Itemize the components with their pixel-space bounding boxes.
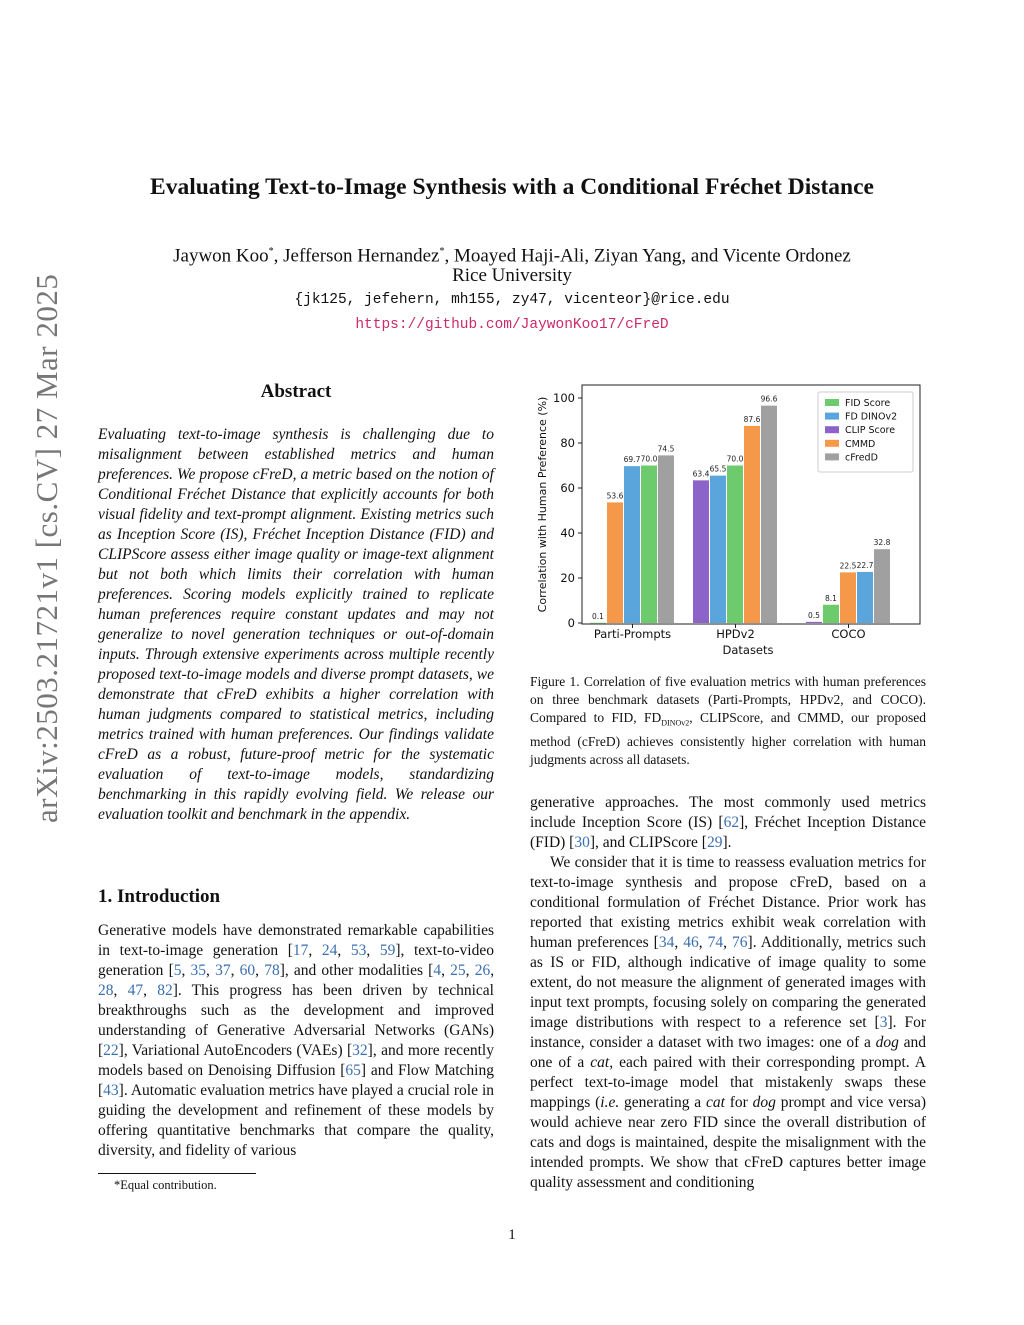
paragraph: We consider that it is time to reassess evaluation metrics for text-to-image synthesis and propose cFreD, based on a conditional formulation of Fréchet Distance. Prior work has reported that existing metrics exhibit weak correlation with human preferences [34, 46, 74, 76]. Additionally, metrics such as IS or FID, although indicative of image quality to some extent, do not measure the alignment of generated images with input text prompts, focusing solely on comparing the generated image distributions with respect to a reference set [3]. For instance, consider a dataset with two images: one of a dog and one of a cat, each paired with their corresponding prompt. A perfect text-to-image model that mistakenly swaps these mappings (i.e. generating a cat for dog prompt and vice versa) would achieve near zero FID since the overall distribution of cats and dogs is maintained, despite the misalignment with the intended prompts. We show that cFreD captures better image quality assessment and conditioning: [530, 854, 927, 1191]
citation-link[interactable]: 24: [321, 942, 338, 959]
legend-label: FID Score: [845, 398, 891, 409]
bar-value-label: 53.6: [606, 491, 624, 501]
bar-value-label: 69.7: [623, 455, 641, 465]
citation-link[interactable]: 32: [352, 1042, 368, 1059]
bar-cmmd: [840, 572, 856, 623]
bar-value-label: 8.1: [825, 593, 837, 603]
correlation-bar-chart: [530, 380, 930, 660]
other-authors: Moayed Haji-Ali, Ziyan Yang, and Vicente Ordonez: [453, 245, 851, 267]
bar-fd-dinov2: [710, 476, 726, 623]
legend-swatch: [825, 399, 839, 406]
page-number: 1: [508, 1227, 516, 1243]
citation-link[interactable]: 74: [707, 934, 724, 951]
citation-link[interactable]: 22: [103, 1042, 119, 1059]
legend-swatch: [825, 453, 839, 460]
code-url-link[interactable]: https://github.com/JaywonKoo17/cFreD: [355, 317, 669, 333]
equal-contrib-mark: *: [268, 246, 274, 257]
introduction-heading: 1. Introduction: [98, 886, 221, 907]
x-tick-label: Parti-Prompts: [593, 627, 672, 641]
citation-link[interactable]: 60: [239, 962, 256, 979]
bar-cfredd: [658, 455, 674, 623]
citation-link[interactable]: 82: [157, 982, 173, 999]
legend-label: CMMD: [845, 438, 876, 450]
x-tick-label: COCO: [831, 627, 866, 641]
citation-link[interactable]: 37: [215, 962, 231, 979]
citation-link[interactable]: 35: [190, 962, 207, 979]
introduction-paragraph: Generative models have demonstrated remarkable capabilities in text-to-image generation [17, 24, 53, 59], text-to-video generation [5, 35, 37, 60, 78], and other modalities [4, 25, 26, 28, 47, 82]. This progress has been driven by technical breakthroughs such as the development and improved understanding of Generative Adversarial Networks (GANs) [22], Variational AutoEncoders (VAEs) [32], and more recently models based on Denoising Diffusion [65] and Flow Matching [43]. Automatic evaluation metrics have played a crucial role in guiding the development and refinement of these models by offering quantitative benchmarks that compare the quality, diversity, and fidelity of various: [98, 922, 495, 1159]
bar-fid-score: [823, 605, 839, 623]
bar-fd-dinov2: [624, 466, 640, 623]
bar-clip-score: [693, 480, 709, 623]
y-axis-label: Correlation with Human Preference (%): [536, 396, 549, 613]
bar-value-label: 0.5: [808, 610, 820, 620]
author-2: Jefferson Hernandez: [283, 245, 440, 267]
citation-link[interactable]: 34: [658, 934, 675, 951]
citation-link[interactable]: 26: [474, 962, 491, 979]
citation-link[interactable]: 47: [127, 982, 144, 999]
citation-link[interactable]: 3: [879, 1014, 888, 1031]
paper-title: Evaluating Text-to-Image Synthesis with a Conditional Fréchet Distance: [150, 174, 874, 200]
legend-swatch: [825, 440, 839, 447]
right-column-text: [530, 793, 926, 1193]
citation-link[interactable]: 65: [345, 1062, 361, 1079]
citation-link[interactable]: 59: [379, 942, 396, 959]
bar-cmmd: [607, 502, 623, 623]
citation-link[interactable]: 30: [574, 834, 590, 851]
citation-link[interactable]: 5: [173, 962, 182, 979]
legend-label: FD DINOv2: [845, 411, 898, 423]
author-list: Jaywon Koo*, Jefferson Hernandez*, Moayed Haji-Ali, Ziyan Yang, and Vicente Ordonez: [173, 245, 851, 267]
legend-swatch: [825, 413, 839, 420]
citation-link[interactable]: 4: [433, 962, 442, 979]
citation-link[interactable]: 62: [723, 814, 740, 831]
citation-link[interactable]: 78: [264, 962, 280, 979]
y-tick-label: 80: [560, 436, 575, 450]
bar-value-label: 74.5: [657, 444, 675, 454]
citation-link[interactable]: 29: [706, 834, 723, 851]
bar-fid-score: [641, 466, 657, 624]
bar-cmmd: [744, 426, 760, 623]
arxiv-side-stamp: arXiv:2503.21721v1 [cs.CV] 27 Mar 2025: [29, 273, 64, 823]
citation-link[interactable]: 76: [732, 934, 748, 951]
bar-cfredd: [874, 549, 890, 623]
citation-link[interactable]: 46: [683, 934, 699, 951]
y-tick-label: 0: [567, 616, 575, 630]
bar-value-label: 22.7: [856, 560, 874, 570]
bar-fid-score: [590, 623, 606, 624]
y-tick-label: 20: [560, 571, 575, 585]
paragraph: generative approaches. The most commonly used metrics include Inception Score (IS) [62], Fréchet Inception Distance (FID) [30], and CLIPScore [29].: [530, 794, 926, 851]
bar-value-label: 70.0: [640, 454, 658, 464]
bar-fid-score: [806, 622, 822, 623]
bar-value-label: 65.5: [709, 464, 727, 474]
bar-value-label: 96.6: [760, 394, 778, 404]
bar-value-label: 63.4: [692, 469, 710, 479]
footnote-rule: [98, 1173, 256, 1174]
footnote: *Equal contribution.: [114, 1178, 217, 1192]
x-axis-label: Datasets: [722, 643, 774, 657]
legend-swatch: [825, 426, 839, 433]
citation-link[interactable]: 53: [350, 942, 367, 959]
bar-value-label: 70.0: [726, 454, 744, 464]
bar-cfredd: [761, 406, 777, 623]
legend-label: CLIP Score: [845, 425, 896, 437]
y-tick-label: 100: [553, 391, 575, 405]
figure-caption: Figure 1. Correlation of five evaluation metrics with human preferences on three benchmark datasets (Parti-Prompts, HPDv2, and COCO). Compared to FID, $FD_{DINOv2}$, CLIPScore, and CMMD, our proposed method (cFreD) achieves consistently higher correlation with human judgments across all datasets.: [530, 674, 927, 767]
bar-value-label: 32.8: [873, 538, 891, 548]
citation-link[interactable]: 43: [103, 1082, 119, 1099]
bar-value-label: 87.6: [743, 414, 761, 424]
citation-link[interactable]: 17: [292, 942, 309, 959]
y-tick-label: 60: [560, 481, 575, 495]
affiliation: Rice University: [452, 265, 572, 286]
bar-value-label: 22.5: [839, 561, 857, 571]
abstract-heading: Abstract: [260, 381, 332, 402]
author-emails: {jk125, jefehern, mh155, zy47, vicenteor}@rice.edu: [294, 292, 730, 308]
equal-contrib-mark: *: [439, 246, 445, 257]
abstract-text: Evaluating text-to-image synthesis is challenging due to misalignment between established metrics and human preferences. We propose cFreD, a metric based on the notion of Conditional Fréchet Distance that explicitly accounts for both visual fidelity and text-prompt alignment. Existing metrics such as Inception Score (IS), Fréchet Inception Distance (FID) and CLIPScore assess either image quality or image-text alignment but not both which limits their correlation with human preferences. Scoring models explicitly trained to replicate human preferences require constant updates and may not generalize to novel generation techniques or out-of-domain inputs. Through extensive experiments across multiple recently proposed text-to-image models and diverse prompt datasets, we demonstrate that cFreD exhibits a higher correlation with human judgments compared to statistical metrics, including metrics trained with human preferences. Our findings validate cFreD as a robust, future-proof metric for the systematic evaluation of text-to-image models, standardizing benchmarking in this rapidly evolving field. We release our evaluation toolkit and benchmark in the appendix.: [98, 426, 494, 823]
bar-fd-dinov2: [857, 572, 873, 623]
author-1: Jaywon Koo: [173, 245, 269, 267]
bar-fid-score: [727, 466, 743, 624]
bar-value-label: 0.1: [592, 611, 604, 621]
x-tick-label: HPDv2: [716, 627, 755, 641]
legend-label: cFredD: [845, 452, 878, 464]
y-tick-label: 40: [560, 526, 575, 540]
citation-link[interactable]: 28: [98, 982, 114, 999]
citation-link[interactable]: 25: [450, 962, 466, 979]
